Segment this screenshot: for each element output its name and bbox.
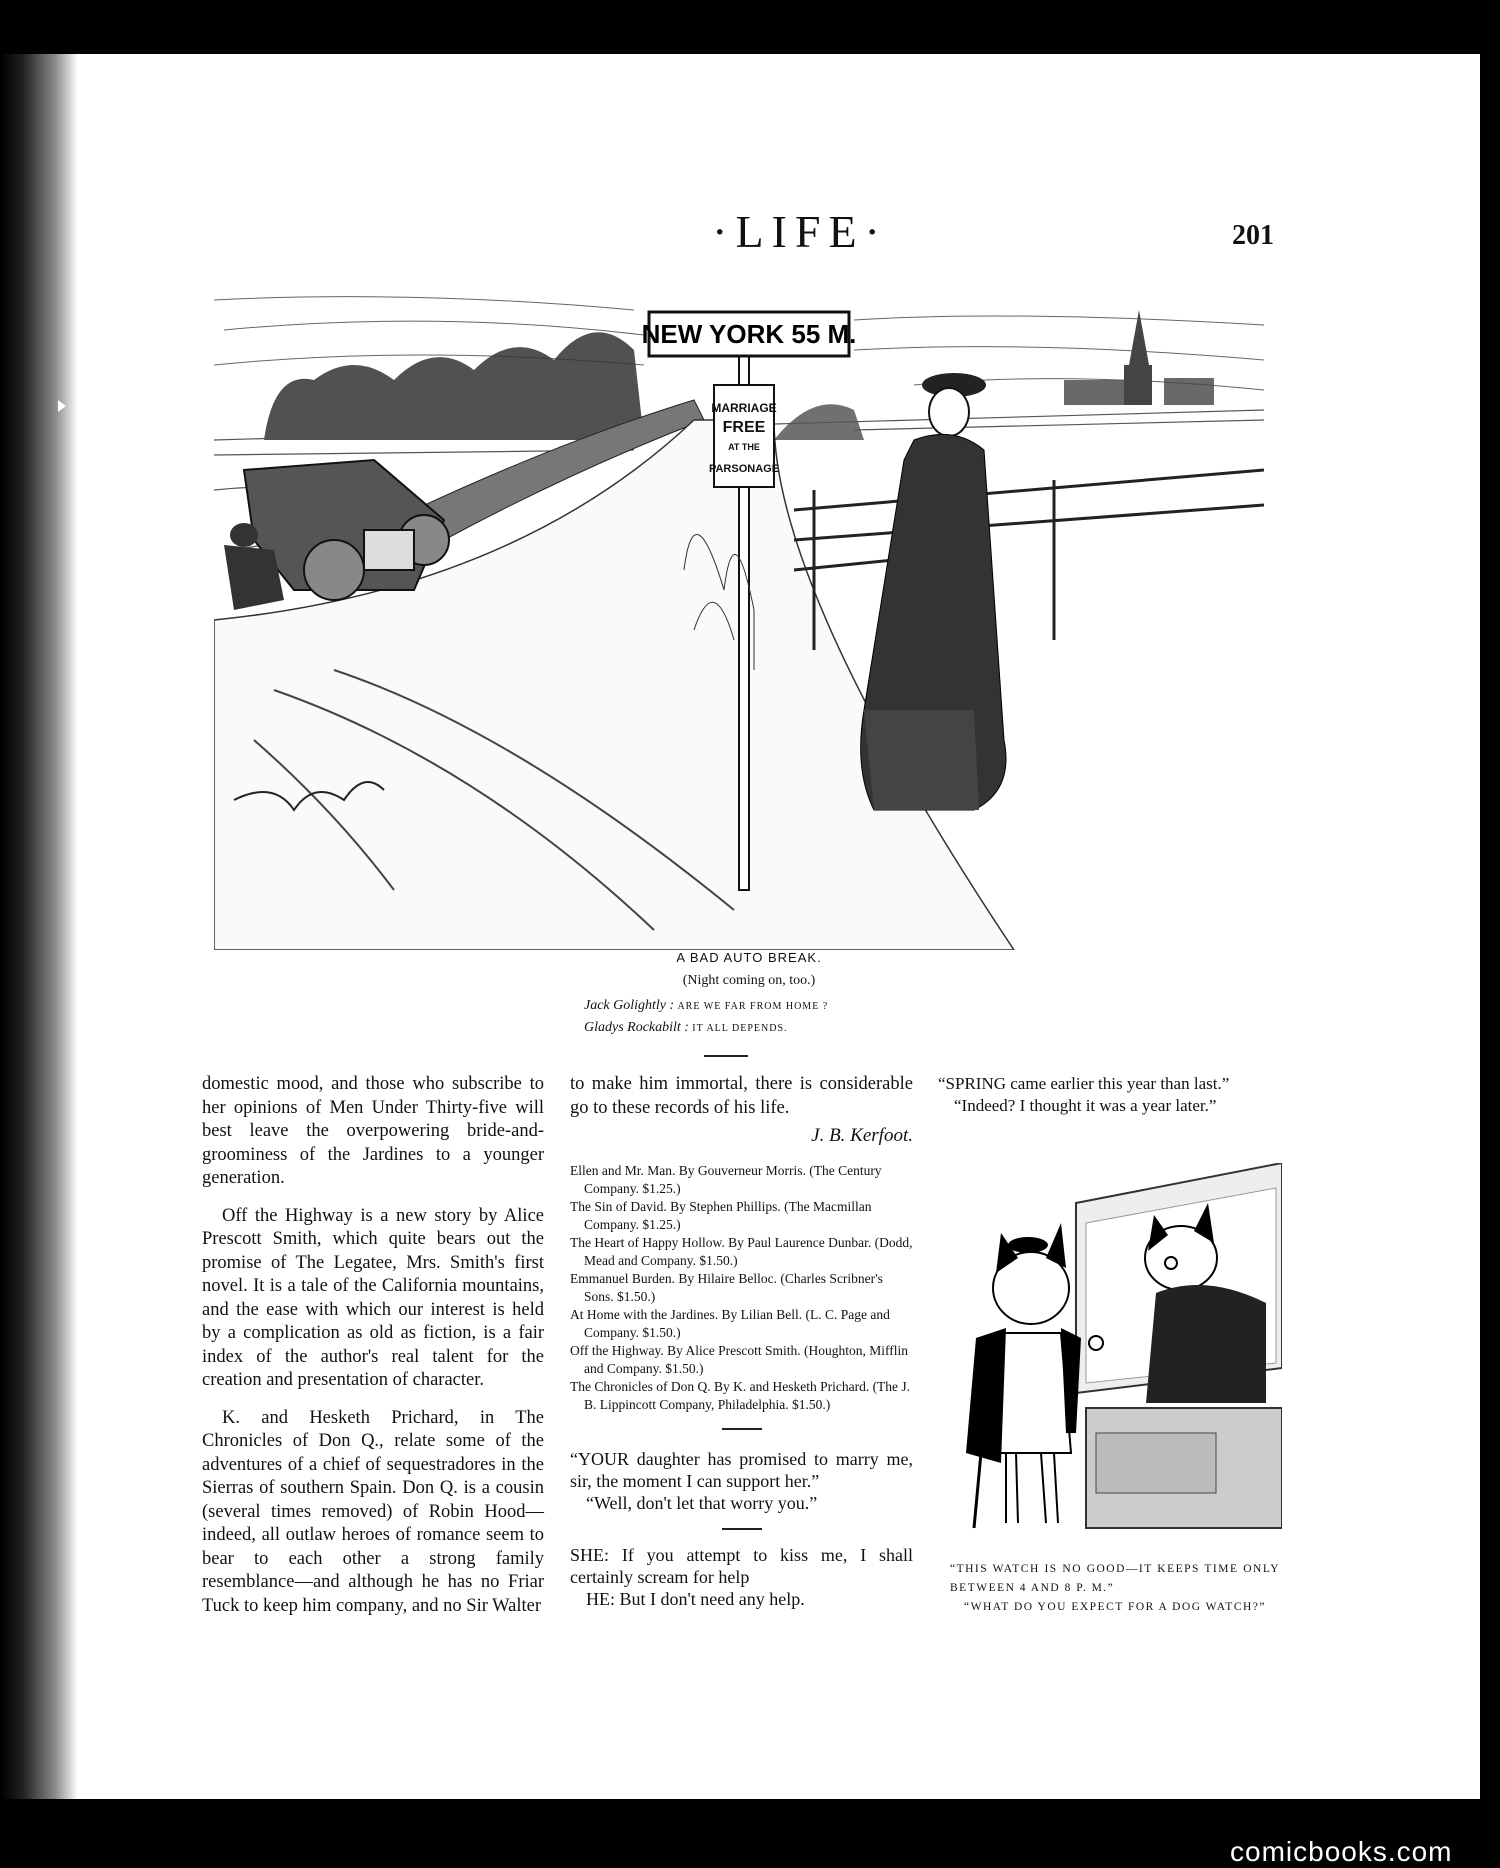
page-tab-marker <box>58 400 66 412</box>
book-entry: The Heart of Happy Hollow. By Paul Laurence Dunbar. (Dodd, Mead and Company. $1.50.) <box>570 1234 913 1268</box>
section-divider <box>722 1428 762 1430</box>
caption-subtitle: (Night coming on, too.) <box>682 973 816 988</box>
book-spine-shadow <box>0 54 78 1799</box>
joke-line: “SPRING came earlier this year than last.” <box>938 1074 1230 1093</box>
review-paragraph: K. and Hesketh Prichard, in The Chronicles of Don Q., relate some of the adventures of a chief of sequestradores in the Sierras of southern Spain. Don Q. is a cousin (several times removed) of Robin Hood—indeed, all outlaw heroes of romance seem to bear to each other a strong family resemblance—and although he has no Friar Tuck to keep him company, and no Sir Walter <box>202 1407 544 1616</box>
masthead-title: ·LIFE· <box>712 206 888 257</box>
book-entry: The Chronicles of Don Q. By K. and Hesketh Prichard. (The J. B. Lippincott Company, Philadelphia. $1.50.) <box>570 1378 911 1412</box>
caption-divider <box>704 1055 748 1057</box>
caption-title: A BAD AUTO BREAK. <box>676 950 822 965</box>
caption-dialogue <box>584 995 914 1039</box>
dog-cartoon-caption <box>950 1560 1280 1617</box>
joke-line: “Indeed? I thought it was a year later.” <box>954 1096 1217 1115</box>
caption-line: “THIS WATCH IS NO GOOD—IT KEEPS TIME ONLY BETWEEN 4 AND 8 P. M.” <box>950 1563 1280 1594</box>
review-paragraph: to make him immortal, there is considerable go to these records of his life. <box>570 1074 913 1118</box>
book-entry: Emmanuel Burden. By Hilaire Belloc. (Charles Scribner's Sons. $1.50.) <box>570 1270 883 1304</box>
speaker-line: IT ALL DEPENDS. <box>692 1023 788 1034</box>
marriage-sign-line: MARRIAGE <box>711 401 777 415</box>
reviewer-signature: J. B. Kerfoot. <box>811 1125 913 1146</box>
page-number: 201 <box>1232 220 1274 251</box>
marriage-sign-line: FREE <box>722 419 766 436</box>
joke-daughter <box>570 1448 913 1514</box>
joke-line: HE: But I don't need any help. <box>586 1588 805 1609</box>
book-entry: Ellen and Mr. Man. By Gouverneur Morris. (The Century Company. $1.25.) <box>570 1162 882 1196</box>
book-entry: Off the Highway. By Alice Prescott Smith. (Houghton, Mifflin and Company. $1.50.) <box>570 1342 908 1376</box>
site-watermark: comicbooks.com <box>1230 1836 1453 1867</box>
dog-watch-cartoon <box>946 1163 1282 1538</box>
pocket-watch <box>1089 1336 1103 1350</box>
book-entry: The Sin of David. By Stephen Phillips. (The Macmillan Company. $1.25.) <box>570 1198 872 1232</box>
review-paragraph: domestic mood, and those who subscribe to her opinions of Men Under Thirty-five will best leave the overpowering bride-and-groominess of the Jardines to a younger generation. <box>202 1074 544 1188</box>
joke-spring <box>938 1073 1280 1117</box>
section-divider <box>722 1528 762 1530</box>
speaker-name: Jack Golightly : <box>584 998 675 1013</box>
distance-sign-text: NEW YORK 55 M. <box>641 319 857 349</box>
column-2 <box>570 1073 913 1610</box>
speaker-line: ARE WE FAR FROM HOME ? <box>677 1001 829 1012</box>
joke-kiss <box>570 1544 913 1610</box>
marriage-sign-line: PARSONAGE <box>708 463 780 475</box>
caption-line: “WHAT DO YOU EXPECT FOR A DOG WATCH?” <box>964 1601 1267 1613</box>
column-3 <box>938 1073 1280 1117</box>
speaker-name: Gladys Rockabilt : <box>584 1020 689 1035</box>
joke-line: “YOUR daughter has promised to marry me, sir, the moment I can support her.” <box>570 1448 913 1491</box>
book-entry: At Home with the Jardines. By Lilian Bell. (L. C. Page and Company. $1.50.) <box>570 1306 890 1340</box>
column-1 <box>202 1073 544 1632</box>
auto-break-cartoon <box>214 290 1264 950</box>
marriage-sign-line: AT THE <box>728 442 760 452</box>
book-list <box>570 1162 913 1414</box>
joke-line: SHE: If you attempt to kiss me, I shall certainly scream for help <box>570 1544 913 1587</box>
joke-line: “Well, don't let that worry you.” <box>586 1492 818 1513</box>
cartoon-caption <box>584 950 914 1039</box>
review-paragraph: Off the Highway is a new story by Alice Prescott Smith, which quite bears out the promise of The Legatee, Mrs. Smith's first novel. It is a tale of the California mountains, and the ease with which our interest is held by a complication as old as fiction, is a fair index of the author's real talent for the creation and presentation of character. <box>202 1205 544 1390</box>
